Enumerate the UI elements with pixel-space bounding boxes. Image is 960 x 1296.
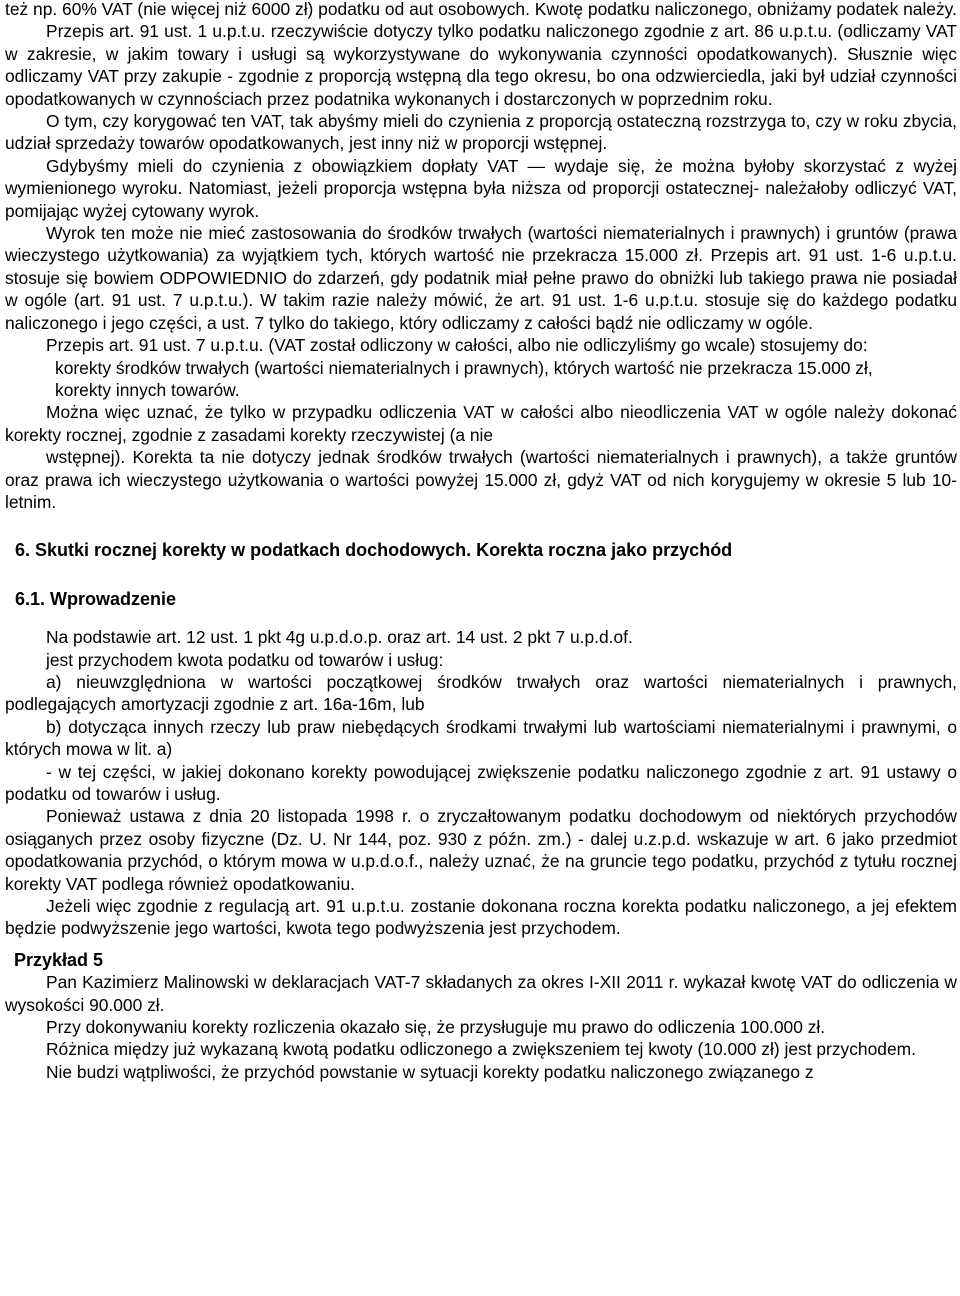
- paragraph: Przepis art. 91 ust. 1 u.p.t.u. rzeczywiście dotyczy tylko podatku naliczonego zgodnie z art. 86 u.p.t.u. (odliczamy VAT w zakresie, w jakim towary i usługi są wykorzystywane do wykonywania czynności opodatkowanych). Słusznie więc odliczamy VAT przy zakupie - zgodnie z proporcją wstępną dla tego okresu, bo ona odzwierciedla, jaki był udział czynności opodatkowanych w czynnościach przez podatnika wykonanych i dostarczonych w poprzednim roku.: [5, 21, 957, 109]
- list-item: korekty środków trwałych (wartości niematerialnych i prawnych), których wartość nie przekracza 15.000 zł,: [55, 357, 873, 378]
- paragraph: Różnica między już wykazaną kwotą podatku odliczonego a zwiększeniem tej kwoty (10.000 zł) jest przychodem.: [46, 1039, 916, 1060]
- paragraph: Można więc uznać, że tylko w przypadku odliczenia VAT w całości albo nieodliczenia VAT w ogóle należy dokonać korekty rocznej, zgodnie z zasadami korekty rzeczywistej (a nie: [5, 402, 957, 445]
- paragraph: Na podstawie art. 12 ust. 1 pkt 4g u.p.d.o.p. oraz art. 14 ust. 2 pkt 7 u.p.d.of.: [46, 627, 633, 648]
- list-item: a) nieuwzględniona w wartości początkowej środków trwałych oraz wartości niematerialnych i prawnych, podlegających amortyzacji zgodnie z art. 16a-16m, lub: [5, 671, 957, 715]
- list-item: b) dotycząca innych rzeczy lub praw niebędących środkami trwałymi lub wartościami niematerialnymi i prawnymi, o których mowa w lit. a): [5, 716, 957, 760]
- paragraph: Jeżeli więc zgodnie z regulacją art. 91 u.p.t.u. zostanie dokonana roczna korekta podatku naliczonego, a jej efektem będzie podwyższenie jego wartości, kwota tego podwyższenia jest przychodem.: [5, 896, 957, 939]
- paragraph: Przy dokonywaniu korekty rozliczenia okazało się, że przysługuje mu prawo do odliczenia 100.000 zł.: [46, 1017, 826, 1038]
- paragraph: jest przychodem kwota podatku od towarów i usług:: [46, 649, 444, 670]
- section-heading: 6. Skutki rocznej korekty w podatkach dochodowych. Korekta roczna jako przychód: [15, 540, 733, 561]
- list-item: - w tej części, w jakiej dokonano korekty powodującej zwiększenie podatku naliczonego zgodnie z art. 91 ustawy o podatku od towarów i usług.: [5, 761, 957, 804]
- paragraph: Przepis art. 91 ust. 7 u.p.t.u. (VAT został odliczony w całości, albo nie odliczyliśmy go wcale) stosujemy do:: [46, 335, 868, 356]
- paragraph: O tym, czy korygować ten VAT, tak abyśmy mieli do czynienia z proporcją ostateczną rozstrzyga to, czy w roku zbycia, udział sprzedaży towarów opodatkowanych, jest inny niż w proporcji wstępnej.: [5, 111, 957, 154]
- paragraph: wstępnej). Korekta ta nie dotyczy jednak środków trwałych (wartości niematerialnych i prawnych), a także gruntów oraz prawa ich wieczystego użytkowania o wartości powyżej 15.000 zł, gdyż VAT od nich korygujemy w okresie 5 lub 10-letnim.: [5, 447, 957, 512]
- paragraph: Wyrok ten może nie mieć zastosowania do środków trwałych (wartości niematerialnych i prawnych) i gruntów (prawa wieczystego użytkowania) za wyjątkiem tych, których wartość nie przekracza 15.000 zł. Przepis art. 91 ust. 1-6 u.p.t.u. stosuje się bowiem ODPOWIEDNIO do zdarzeń, gdy podatnik miał pełne prawo do obniżki lub takiego prawa nie posiadał w ogóle (art. 91 ust. 7 u.p.t.u.). W takim razie należy mówić, że art. 91 ust. 1-6 u.p.t.u. stosuje się do każdego podatku naliczonego i jego części, a ust. 7 tylko do takiego, który odliczamy z całości bądź nie odliczamy w ogóle.: [5, 223, 957, 333]
- paragraph: Nie budzi wątpliwości, że przychód powstanie w sytuacji korekty podatku naliczonego związanego z: [46, 1061, 814, 1082]
- subsection-heading: 6.1. Wprowadzenie: [15, 588, 177, 609]
- list-item: korekty innych towarów.: [55, 379, 240, 400]
- paragraph: Gdybyśmy mieli do czynienia z obowiązkiem dopłaty VAT — wydaje się, że można byłoby skorzystać z wyżej wymienionego wyroku. Natomiast, jeżeli proporcja wstępna była niższa od proporcji ostatecznej- należałoby odliczyć VAT, pomijając wyżej cytowany wyrok.: [5, 155, 957, 221]
- paragraph: Pan Kazimierz Malinowski w deklaracjach VAT-7 składanych za okres I-XII 2011 r. wykazał kwotę VAT do odliczenia w wysokości 90.000 zł.: [5, 972, 957, 1015]
- example-heading: Przykład 5: [14, 949, 104, 970]
- paragraph: Ponieważ ustawa z dnia 20 listopada 1998 r. o zryczałtowanym podatku dochodowym od niektórych przychodów osiąganych przez osoby fizyczne (Dz. U. Nr 144, poz. 930 z późn. zm.) - dalej u.z.p.d. wskazuje w art. 6 jako przedmiot opodatkowania przychód, o którym mowa w u.p.d.o.f., należy uznać, że na gruncie tego podatku, przychód z tytułu rocznej korekty VAT podlega również opodatkowaniu.: [5, 806, 957, 894]
- paragraph: też np. 60% VAT (nie więcej niż 6000 zł) podatku od aut osobowych. Kwotę podatku naliczonego, obniżamy podatek należy.: [5, 0, 957, 19]
